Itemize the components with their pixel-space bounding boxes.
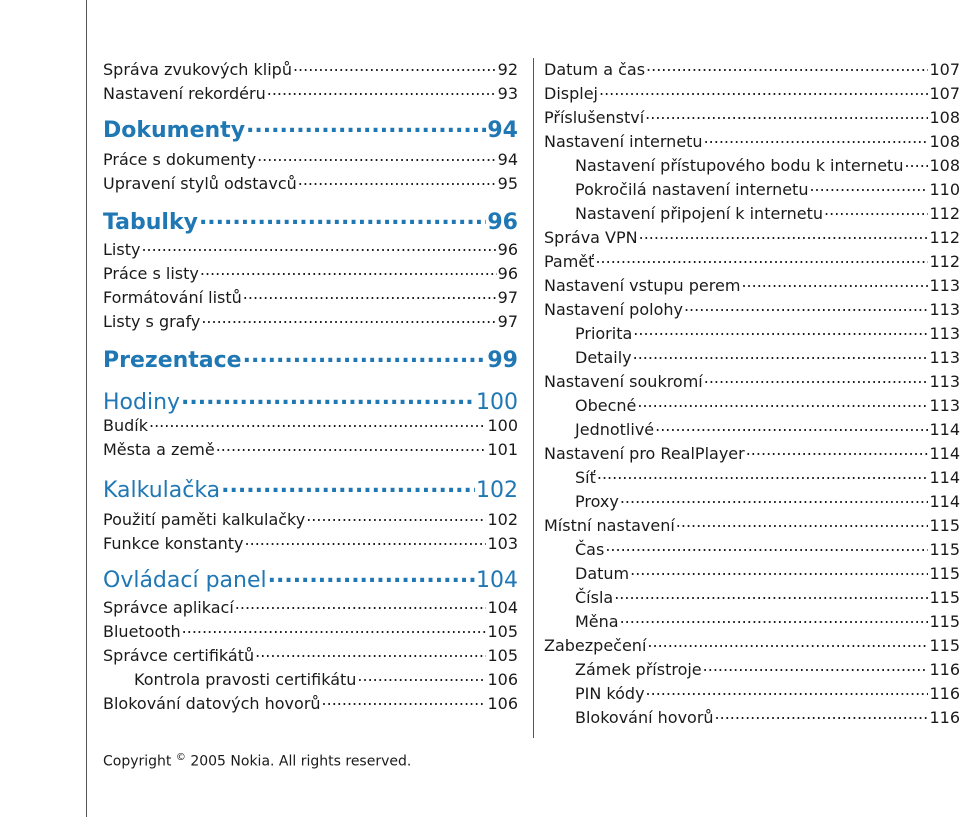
toc-entry-title: Nastavení pro RealPlayer [544,444,745,463]
toc-entry-page-number: 115 [929,636,960,655]
dot-leader [646,56,928,72]
toc-entry-title: Zabezpečení [544,636,647,655]
dot-leader [703,656,929,672]
toc-entry-title: Správce aplikací [103,598,234,617]
toc-entry-page-number: 108 [929,108,960,127]
toc-entry-title: Zámek přístroje [575,660,702,679]
toc-entry-page-number: 93 [497,84,518,103]
toc-entry-title: Listy s grafy [103,312,201,331]
dot-leader [655,416,928,432]
toc-entry-page-number: 105 [487,646,518,665]
dot-leader [182,618,487,634]
toc-entry-title: Obecné [575,396,637,415]
toc-entry-title: Města a země [103,440,215,459]
copyright-footer [103,752,411,770]
dot-leader [676,512,929,528]
left-toc-entry[interactable] [103,348,518,373]
right-toc-entry[interactable] [544,708,960,732]
toc-entry-page-number: 97 [497,312,518,331]
left-toc-entry[interactable] [103,568,518,593]
dot-leader [267,80,497,96]
toc-entry-title: Nastavení přístupového bodu k internetu [575,156,904,175]
toc-entry-page-number: 100 [476,390,518,415]
dot-leader [684,296,928,312]
dot-leader [245,530,487,546]
copyright-symbol: © [175,752,186,763]
toc-entry-page-number: 105 [487,622,518,641]
toc-entry-title: Kontrola pravosti certifikátu [134,670,357,689]
toc-left-column [103,60,518,720]
toc-entry-page-number: 116 [929,660,960,679]
toc-entry-title: Nastavení vstupu perem [544,276,741,295]
toc-entry-page-number: 116 [929,708,960,727]
dot-leader [216,436,487,452]
toc-entry-page-number: 115 [929,516,960,535]
dot-leader [243,343,487,365]
toc-entry-title: Pokročilá nastavení internetu [575,180,809,199]
toc-entry-title: Nastavení rekordéru [103,84,266,103]
toc-entry-page-number: 114 [929,468,960,487]
toc-entry-title: Čísla [575,588,614,607]
left-toc-entry[interactable] [103,118,518,143]
dot-leader [647,632,928,648]
dot-leader [268,563,475,585]
dot-leader [141,236,496,252]
toc-entry-title: Funkce konstanty [103,534,244,553]
toc-entry-title: Správa zvukových klipů [103,60,292,79]
toc-entry-title: Nastavení polohy [544,300,683,319]
toc-entry-title: Správa VPN [544,228,638,247]
toc-entry-title: Budík [103,416,148,435]
toc-entry-title: Čas [575,540,605,559]
dot-leader [200,260,497,276]
toc-entry-title: Displej [544,84,598,103]
dot-leader [599,80,928,96]
left-toc-entry[interactable] [103,174,518,198]
toc-entry-title: Nastavení soukromí [544,372,703,391]
toc-entry-title: Měna [575,612,619,631]
toc-entry-page-number: 108 [929,132,960,151]
left-toc-entry[interactable] [103,694,518,718]
toc-entry-title: Blokování hovorů [575,708,714,727]
toc-entry-page-number: 116 [929,684,960,703]
dot-leader [243,284,497,300]
toc-entry-title: Dokumenty [103,118,246,143]
toc-entry-page-number: 102 [487,510,518,529]
toc-entry-title: Práce s listy [103,264,199,283]
dot-leader [633,344,929,360]
dot-leader [597,464,929,480]
toc-entry-page-number: 101 [487,440,518,459]
dot-leader [221,473,475,495]
dot-leader [235,594,487,610]
toc-entry-title: Hodiny [103,390,181,415]
toc-entry-title: Paměť [544,252,595,271]
toc-entry-page-number: 104 [476,568,518,593]
toc-entry-page-number: 114 [929,444,960,463]
toc-entry-title: Místní nastavení [544,516,675,535]
toc-entry-page-number: 94 [497,150,518,169]
toc-entry-title: PIN kódy [575,684,645,703]
toc-entry-title: Formátování listů [103,288,242,307]
dot-leader [199,205,486,227]
dot-leader [293,56,497,72]
dot-leader [181,385,475,407]
dot-leader [298,170,497,186]
dot-leader [257,146,497,162]
dot-leader [904,152,928,168]
toc-entry-title: Síť [575,468,596,487]
toc-entry-page-number: 112 [929,252,960,271]
toc-entry-page-number: 113 [929,324,960,343]
toc-entry-title: Prezentace [103,348,242,373]
toc-entry-title: Upravení stylů odstavců [103,174,297,193]
toc-entry-page-number: 108 [929,156,960,175]
dot-leader [595,248,928,264]
toc-entry-page-number: 102 [476,478,518,503]
dot-leader [639,224,929,240]
dot-leader [704,368,929,384]
dot-leader [614,584,928,600]
toc-entry-page-number: 106 [487,694,518,713]
toc-entry-title: Proxy [575,492,619,511]
toc-entry-title: Detaily [575,348,632,367]
toc-entry-page-number: 114 [929,492,960,511]
dot-leader [824,200,928,216]
toc-entry-title: Příslušenství [544,108,645,127]
dot-leader [645,104,928,120]
dot-leader [741,272,928,288]
dot-leader [149,412,486,428]
toc-entry-page-number: 104 [487,598,518,617]
left-toc-entry[interactable] [103,312,518,336]
toc-entry-page-number: 106 [487,670,518,689]
toc-entry-page-number: 107 [929,60,960,79]
toc-entry-page-number: 115 [929,612,960,631]
toc-entry-title: Datum [575,564,630,583]
toc-entry-page-number: 96 [497,264,518,283]
left-toc-entry[interactable] [103,440,518,464]
toc-entry-title: Kalkulačka [103,478,221,503]
dot-leader [633,320,928,336]
dot-leader [306,506,486,522]
dot-leader [255,642,486,658]
left-toc-entry[interactable] [103,478,518,503]
toc-entry-page-number: 95 [497,174,518,193]
dot-leader [809,176,928,192]
toc-entry-page-number: 112 [929,228,960,247]
toc-entry-page-number: 113 [929,276,960,295]
dot-leader [704,128,929,144]
dot-leader [746,440,929,456]
dot-leader [201,308,496,324]
dot-leader [620,488,929,504]
toc-entry-page-number: 103 [487,534,518,553]
toc-entry-title: Práce s dokumenty [103,150,257,169]
left-toc-entry[interactable] [103,210,518,235]
toc-entry-title: Nastavení připojení k internetu [575,204,824,223]
copyright-text: 2005 Nokia. All rights reserved. [190,753,412,770]
toc-entry-page-number: 94 [487,118,518,143]
toc-entry-page-number: 112 [929,204,960,223]
toc-entry-page-number: 99 [487,348,518,373]
toc-entry-page-number: 107 [929,84,960,103]
toc-entry-page-number: 110 [929,180,960,199]
toc-entry-page-number: 115 [929,564,960,583]
toc-right-column [544,60,960,740]
toc-entry-page-number: 113 [929,300,960,319]
dot-leader [637,392,928,408]
toc-entry-title: Ovládací panel [103,568,267,593]
dot-leader [630,560,928,576]
toc-entry-page-number: 115 [929,588,960,607]
dot-leader [605,536,928,552]
toc-entry-title: Tabulky [103,210,198,235]
toc-entry-page-number: 113 [929,348,960,367]
toc-entry-page-number: 113 [929,396,960,415]
toc-entry-page-number: 97 [497,288,518,307]
toc-entry-title: Správce certifikátů [103,646,255,665]
toc-entry-title: Použití paměti kalkulačky [103,510,306,529]
dot-leader [246,113,486,135]
right-toc-entry[interactable] [544,132,960,156]
toc-entry-page-number: 92 [497,60,518,79]
toc-entry-title: Datum a čas [544,60,646,79]
copyright-prefix: Copyright [103,753,172,770]
toc-entry-page-number: 113 [929,372,960,391]
dot-leader [322,690,487,706]
toc-entry-title: Nastavení internetu [544,132,703,151]
toc-entry-page-number: 115 [929,540,960,559]
toc-entry-page-number: 96 [487,210,518,235]
dot-leader [357,666,486,682]
left-toc-entry[interactable] [103,84,518,108]
toc-entry-page-number: 96 [497,240,518,259]
dot-leader [620,608,929,624]
toc-entry-title: Blokování datových hovorů [103,694,321,713]
dot-leader [715,704,929,720]
left-margin-rule [86,0,87,817]
toc-entry-title: Bluetooth [103,622,181,641]
toc-entry-title: Jednotlivé [575,420,655,439]
toc-entry-page-number: 114 [929,420,960,439]
toc-entry-page-number: 100 [487,416,518,435]
left-toc-entry[interactable] [103,534,518,558]
column-divider-rule [533,58,534,738]
toc-entry-title: Listy [103,240,141,259]
toc-entry-title: Priorita [575,324,633,343]
dot-leader [646,680,929,696]
